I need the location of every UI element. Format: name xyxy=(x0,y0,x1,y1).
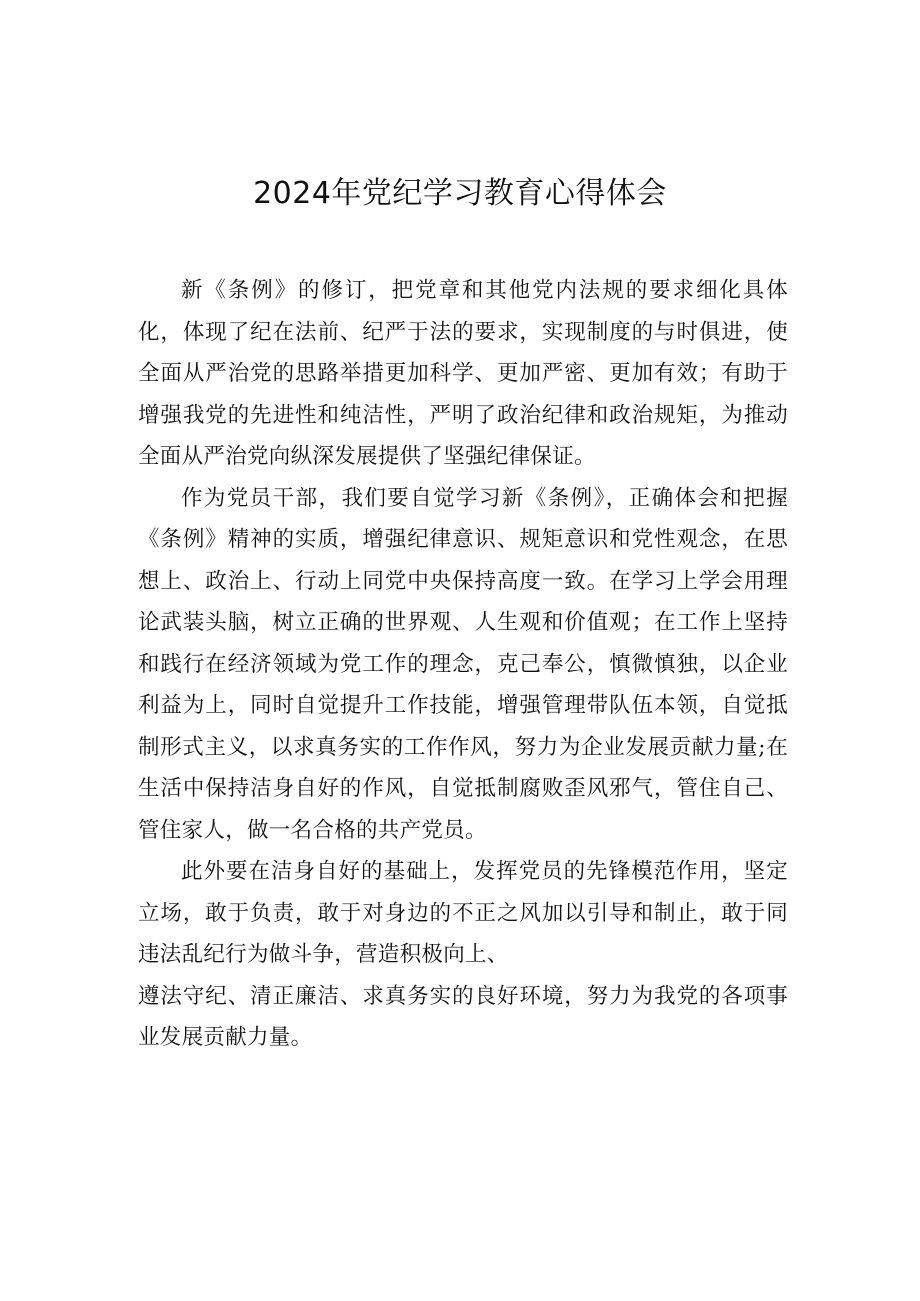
paragraph-1: 新《条例》的修订，把党章和其他党内法规的要求细化具体化，体现了纪在法前、纪严于法的要求，实现制度的与时俱进，使全面从严治党的思路举措更加科学、更加严密、更加有效；有助于增强我党的先进性和纯洁性，严明了政治纪律和政治规矩，为推动全面从严治党向纵深发展提供了坚强纪律保证。 xyxy=(138,278,788,469)
document-body xyxy=(138,270,788,1059)
document-title: 2024年党纪学习教育心得体会 xyxy=(253,176,667,211)
paragraph-4: 遵法守纪、清正廉洁、求真务实的良好环境，努力为我党的各项事业发展贡献力量。 xyxy=(138,983,788,1050)
paragraph-3: 此外要在洁身自好的基础上，发挥党员的先锋模范作用，坚定立场，敢于负责，敢于对身边的不正之风加以引导和制止，敢于同违法乱纪行为做斗争，营造积极向上、 xyxy=(138,859,788,967)
paragraph-2: 作为党员干部，我们要自觉学习新《条例》，正确体会和把握《条例》精神的实质，增强纪律意识、规矩意识和党性观念，在思想上、政治上、行动上同党中央保持高度一致。在学习上学会用理论武装头脑，树立正确的世界观、人生观和价值观；在工作上坚持和践行在经济领域为党工作的理念，克己奉公，慎微慎独，以企业利益为上，同时自觉提升工作技能，增强管理带队伍本领，自觉抵制形式主义，以求真务实的工作作风，努力为企业发展贡献力量;在生活中保持洁身自好的作风，自觉抵制腐败歪风邪气，管住自己、管住家人，做一名合格的共产党员。 xyxy=(138,485,788,843)
